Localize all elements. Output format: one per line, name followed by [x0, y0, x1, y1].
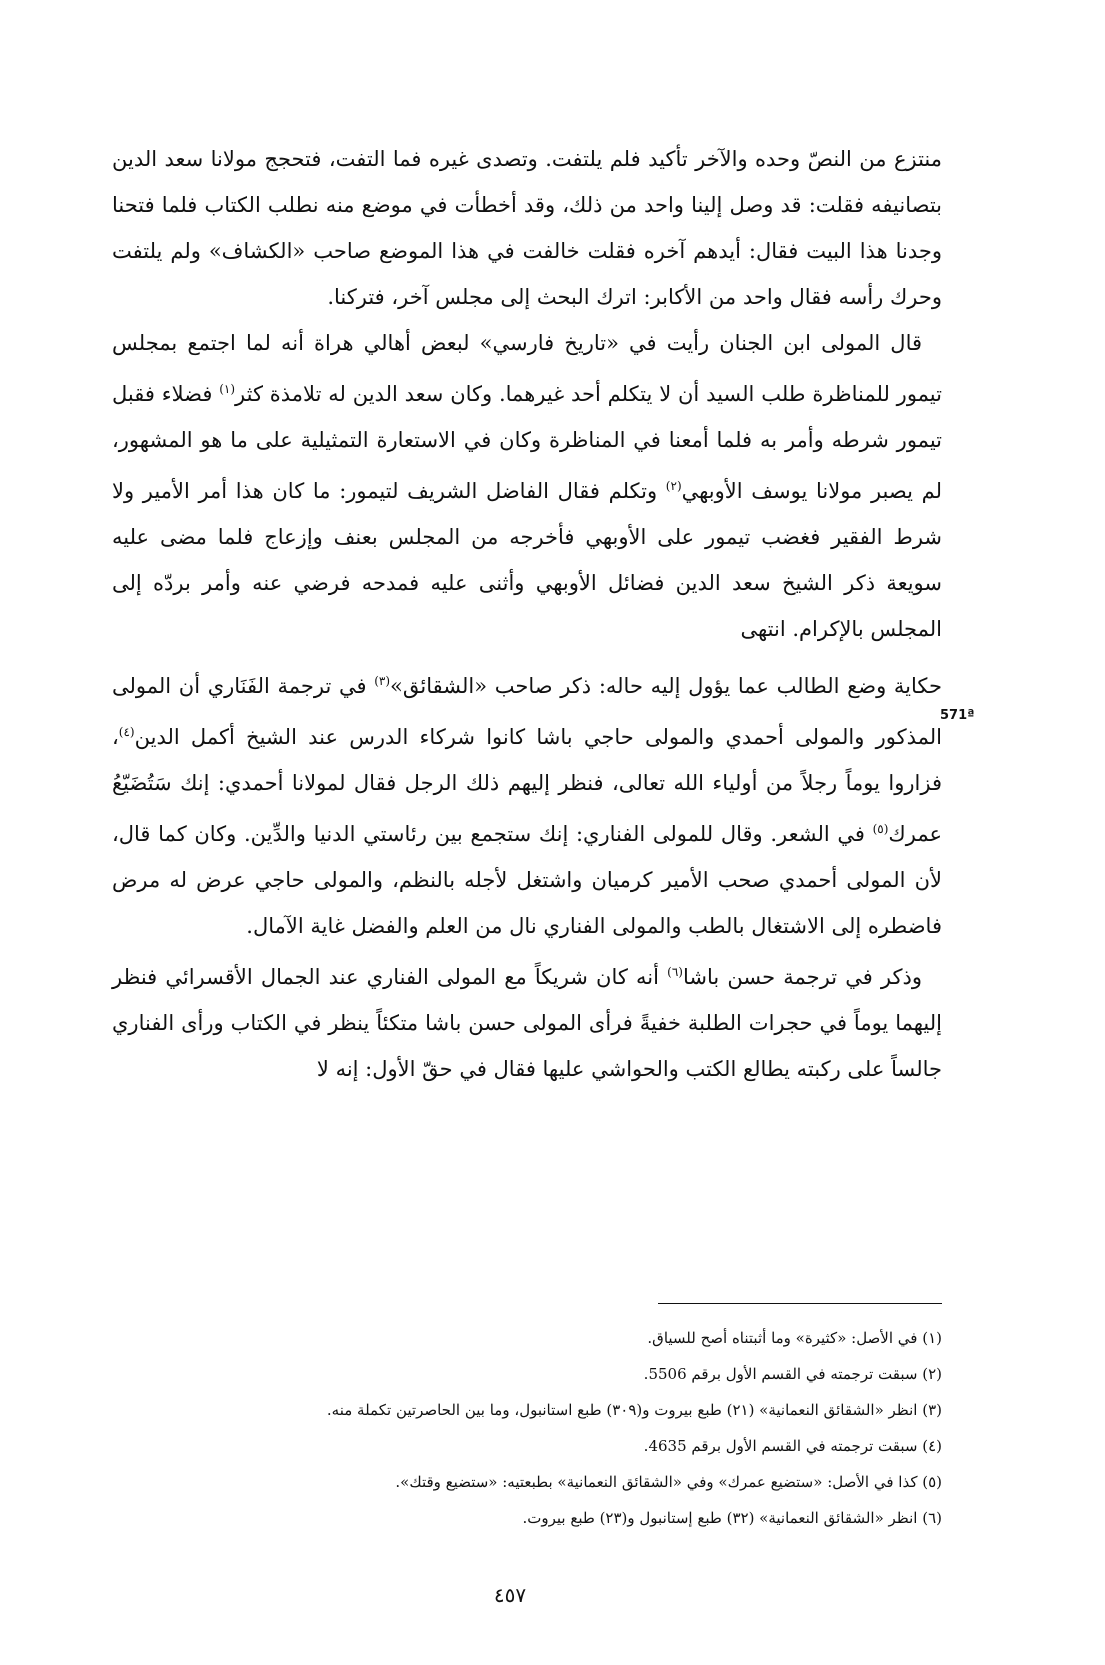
footnote-3: (٣) انظر «الشقائق النعمانية» (٢١) طبع بيروت و(٣٠٩) طبع استانبول، وما بين الحاصرتين تكملة منه. — [326, 1401, 942, 1419]
footnotes — [112, 1320, 942, 1536]
footnote-ref: (٢) — [665, 479, 682, 493]
paragraph-3: حكاية وضع الطالب عما يؤول إليه حاله: ذكر صاحب «الشقائق»$^{(٣)}$ في ترجمة الفَنَاري أن المولى المذكور والمولى أحمدي والمولى حاجي باشا كانوا شركاء الدرس عند الشيخ أكمل الدين$^{(٤)}$، فزاروا يوماً رجلاً من أولياء الله تعالى، فنظر إليهم ذلك الرجل فقال لمولانا أحمدي: إنك سَتُضَيّعُ عمرك$^{(٥)}$ في الشعر. وقال للمولى الفناري: إنك ستجمع بين رئاستي الدنيا والدِّين. وكان كما قال، لأن المولى أحمدي صحب الأمير كرميان واشتغل لأجله بالنظم، والمولى حاجي عرض له مرض فاضطره إلى الاشتغال بالطب والمولى الفناري نال من العلم والفضل غاية الآمال. — [112, 674, 942, 938]
margin-marker: 571ª — [940, 708, 975, 723]
footnote-5: (٥) كذا في الأصل: «ستضيع عمرك» وفي «الشقائق النعمانية» بطبعتيه: «ستضيع وقتك». — [395, 1473, 942, 1491]
footnote-ref: (٣) — [374, 674, 391, 688]
paragraph-2: قال المولى ابن الجنان رأيت في «تاريخ فارسي» لبعض أهالي هراة أنه لما اجتمع بمجلس تيمور للمناظرة طلب السيد أن لا يتكلم أحد غيرهما. وكان سعد الدين له تلامذة كثر$^{(١)}$ فضلاء فقبل تيمور شرطه وأمر به فلما أمعنا في المناظرة وكان في الاستعارة التمثيلية على ما هو المشهور، لم يصبر مولانا يوسف الأوبهي$^{(٢)}$ وتكلم فقال الفاضل الشريف لتيمور: ما كان هذا أمر الأمير ولا شرط الفقير فغضب تيمور على الأوبهي فأخرجه من المجلس بعنف وإزعاج فلما مضى عليه سويعة ذكر الشيخ سعد الدين فضائل الأوبهي وأثنى عليه فمدحه فرضي عنه وأمر بردّه إلى المجلس بالإكرام. انتهى — [112, 331, 942, 641]
footnote-1: (١) في الأصل: «كثيرة» وما أثبتناه أصح للسياق. — [647, 1329, 942, 1347]
footnote-ref: (٤) — [118, 725, 135, 739]
footnote-6: (٦) انظر «الشقائق النعمانية» (٣٢) طبع إستانبول و(٢٣) طبع بيروت. — [522, 1509, 942, 1527]
footnote-2: (٢) سبقت ترجمته في القسم الأول برقم 5506. — [643, 1365, 942, 1383]
footnote-ref: (١) — [219, 382, 236, 396]
footnote-4: (٤) سبقت ترجمته في القسم الأول برقم 4635. — [643, 1437, 942, 1455]
page-number: ٤٥٧ — [493, 1583, 527, 1607]
paragraph-4: وذكر في ترجمة حسن باشا$^{(٦)}$ أنه كان شريكاً مع المولى الفناري عند الجمال الأقسرائي فنظر إليهما يوماً في حجرات الطلبة خفيةً فرأى المولى حسن باشا متكئاً ينظر في الكتاب ورأى الفناري جالساً على ركبته يطالع الكتب والحواشي عليها فقال في حقّ الأول: إنه لا — [112, 965, 942, 1081]
footnote-divider — [658, 1303, 942, 1304]
main-text — [112, 136, 942, 1092]
footnote-ref: (٥) — [872, 822, 889, 836]
footnote-ref: (٦) — [667, 965, 683, 979]
paragraph-1: منتزع من النصّ وحده والآخر تأكيد فلم يلتفت. وتصدى غيره فما التفت، فتحجج مولانا سعد الدين بتصانيفه فقلت: قد وصل إلينا واحد من ذلك، وقد أخطأت في موضع منه نطلب الكتاب فلما فتحنا وجدنا هذا البيت فقال: أيدهم آخره فقلت خالفت في هذا الموضع صاحب «الكشاف» ولم يلتفت وحرك رأسه فقال واحد من الأكابر: اترك البحث إلى مجلس آخر، فتركنا. — [112, 147, 942, 309]
